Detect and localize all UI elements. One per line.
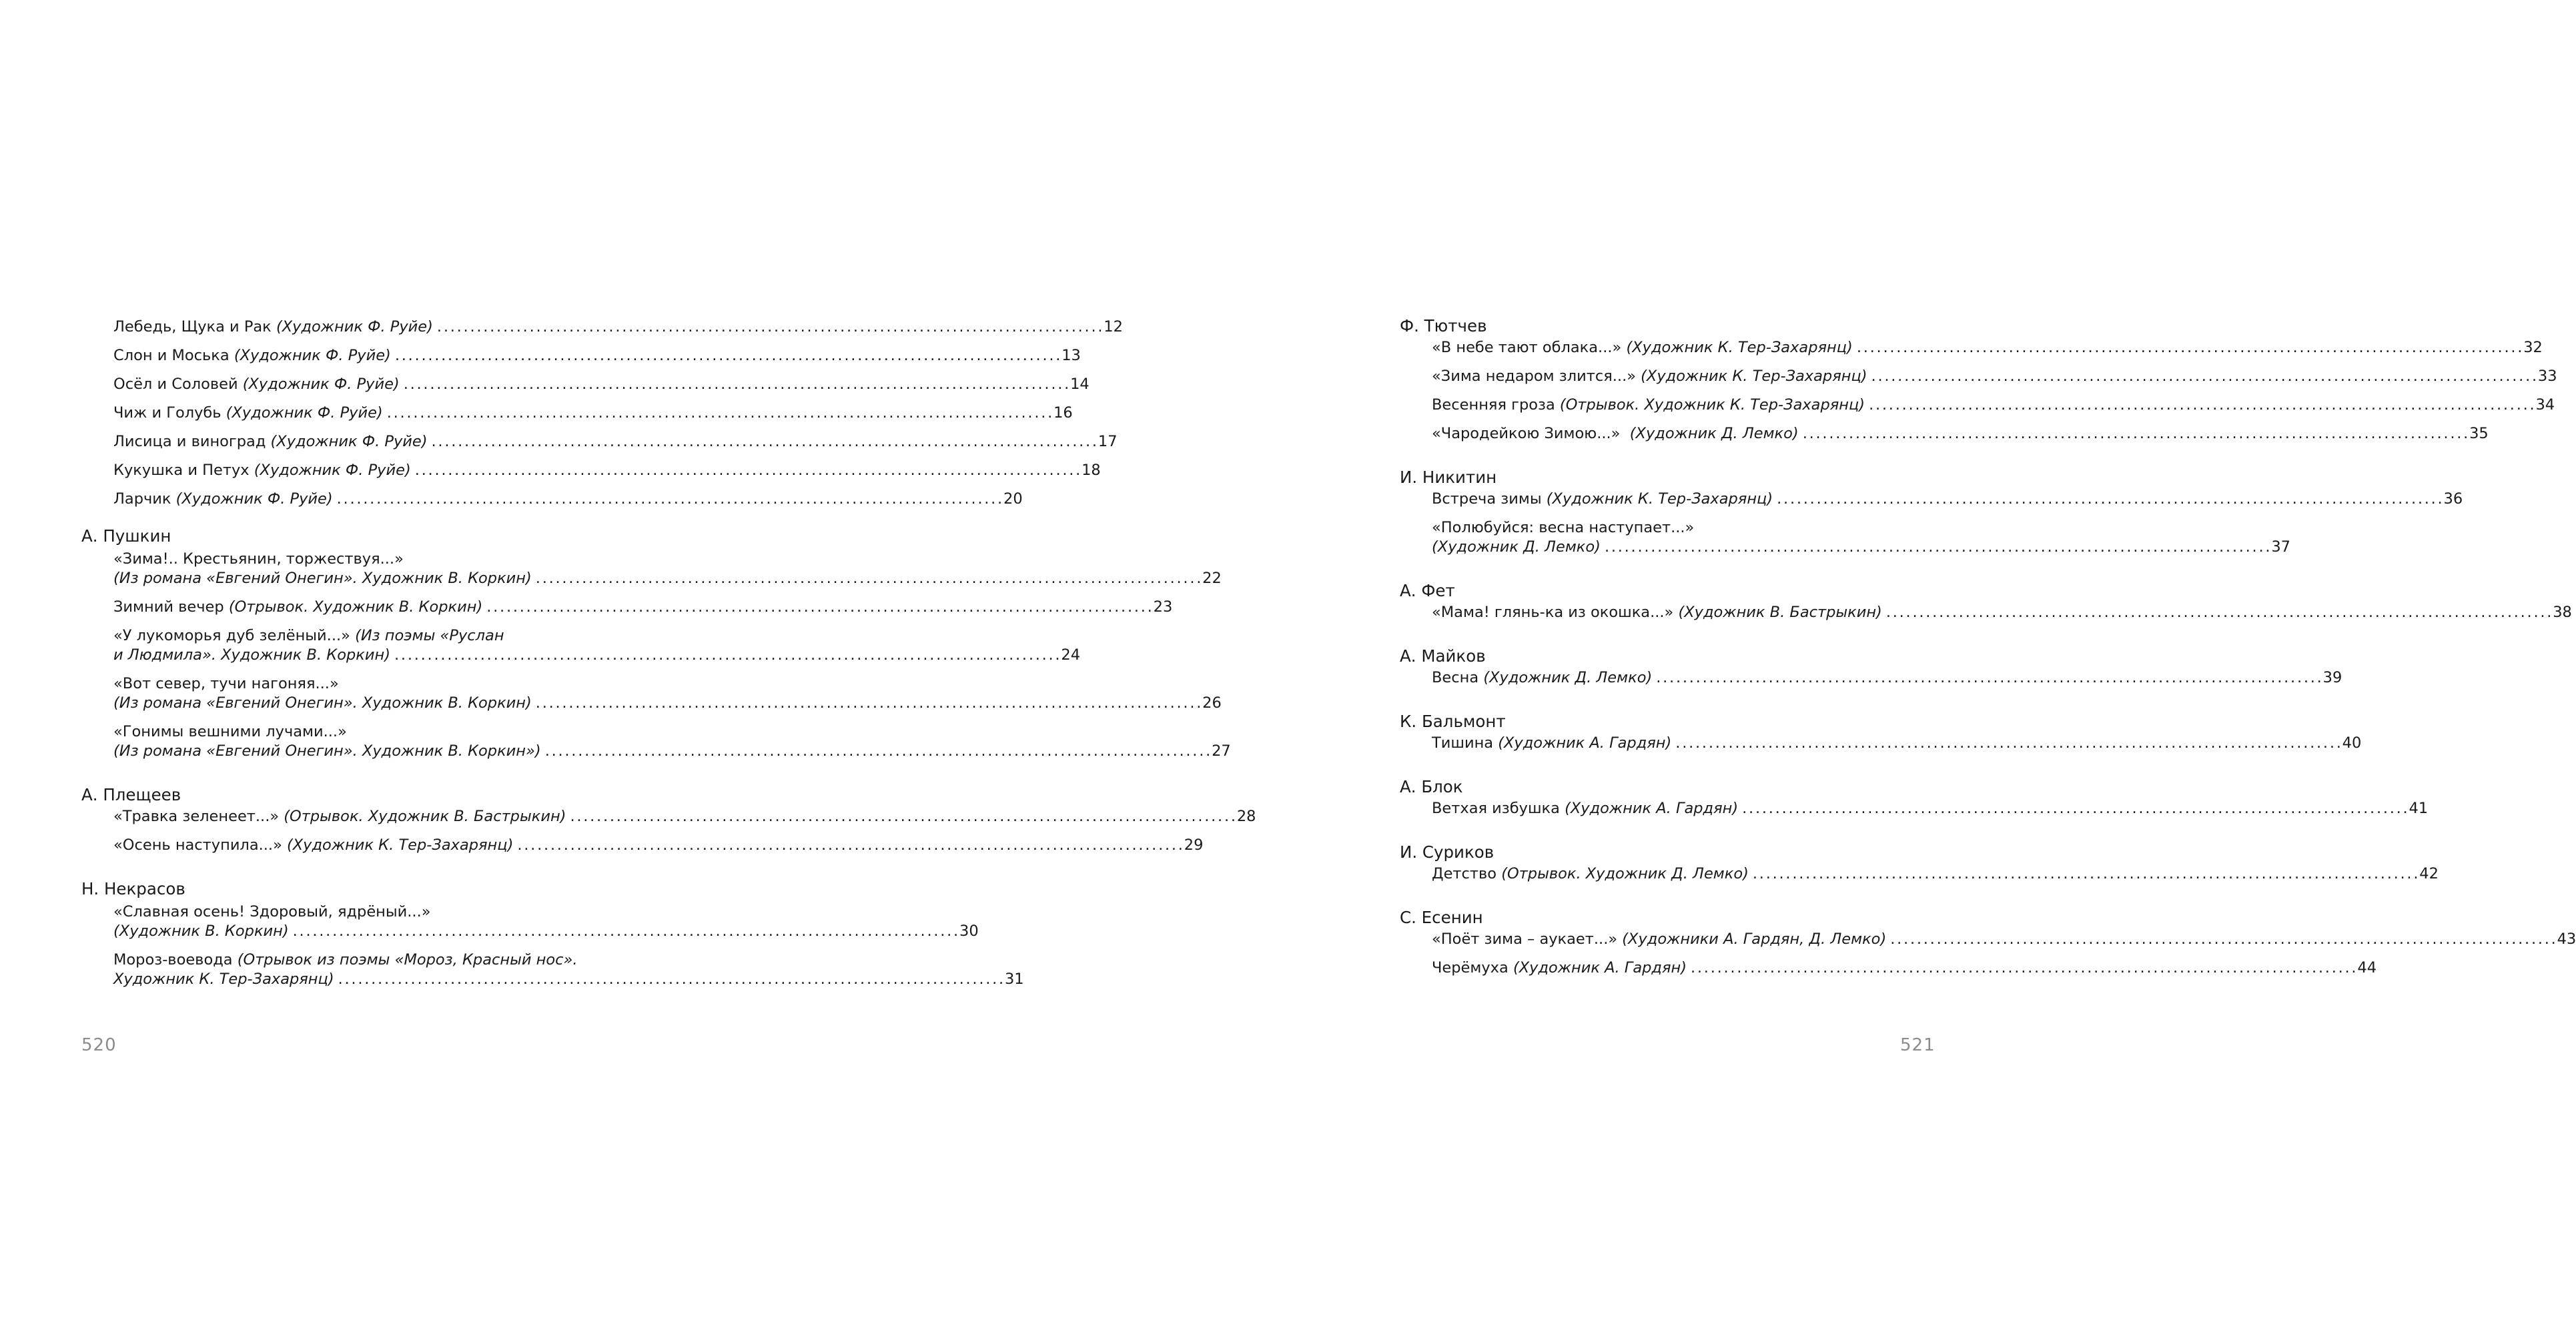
- toc-entry: [81, 836, 1204, 855]
- toc-entry: [81, 432, 1118, 452]
- toc-entry: [81, 807, 1256, 826]
- page-number: 34: [2535, 396, 2555, 414]
- toc-entry-line: «Полюбуйся: весна наступает...»: [1432, 519, 1695, 536]
- entry-title: Ветхая избушка: [1432, 800, 1565, 817]
- krylov-entries: [81, 317, 1123, 509]
- entry-note: (Художник Ф. Руйе): [226, 404, 383, 422]
- entry-note: (Художник А. Гардян): [1513, 959, 1687, 976]
- author-heading: А. Блок: [1400, 777, 1463, 796]
- page-number: 35: [2469, 425, 2489, 442]
- page-number: 32: [2523, 339, 2543, 356]
- page-number: 23: [1153, 598, 1173, 616]
- entry-note: (Художник А. Гардян): [1498, 734, 1672, 752]
- author-heading: И. Суриков: [1400, 842, 1494, 862]
- page-number: 20: [1003, 490, 1023, 508]
- page-number: 39: [2322, 669, 2342, 686]
- page-number-folio: 521: [1900, 1035, 1936, 1055]
- page-number: 14: [1070, 376, 1090, 393]
- entry-title: «Зима недаром злится...»: [1432, 368, 1641, 385]
- entry-note: (Из романа «Евгений Онегин». Художник В. Коркин»): [113, 742, 541, 760]
- entry-note: (Отрывок. Художник Д. Лемко): [1501, 865, 1749, 882]
- page-number: 28: [1236, 808, 1256, 825]
- entry-title: Детство: [1432, 865, 1502, 882]
- toc-entry: [1400, 424, 2489, 444]
- page-number: 24: [1061, 646, 1081, 664]
- dot-leader: [1869, 396, 2533, 415]
- author-heading: С. Есенин: [1400, 908, 1483, 927]
- toc-entry: [1400, 799, 2429, 818]
- author-heading: Н. Некрасов: [81, 879, 185, 898]
- page-number-folio: 520: [81, 1035, 117, 1055]
- entry-note: (Художник К. Тер-Захарянц): [1626, 339, 1853, 356]
- toc-entry: [81, 490, 1023, 509]
- entry-title: Лисица и виноград: [113, 433, 271, 450]
- page-number: 17: [1098, 433, 1118, 450]
- toc-entry: [81, 742, 1231, 761]
- entry-title: Тишина: [1432, 734, 1498, 752]
- toc-entry: [81, 970, 1024, 989]
- entry-note: и Людмила». Художник В. Коркин): [113, 646, 391, 664]
- dot-leader: [1675, 734, 2339, 753]
- author-heading: К. Бальмонт: [1400, 712, 1506, 731]
- entry-note: Художник К. Тер-Захарянц): [113, 970, 334, 988]
- left-page: [0, 0, 1256, 1334]
- dot-leader: [1871, 367, 2535, 386]
- page-number: 26: [1202, 694, 1222, 712]
- toc-entry: [81, 646, 1081, 665]
- entry-title: Лебедь, Щука и Рак: [113, 318, 276, 336]
- entry-title: «Поёт зима – аукает...»: [1432, 930, 1623, 948]
- page-number: 12: [1104, 318, 1123, 336]
- dot-leader: [1656, 668, 2320, 688]
- author-heading: А. Плещеев: [81, 785, 181, 804]
- author-heading: А. Фет: [1400, 581, 1455, 600]
- toc-entry: [81, 922, 979, 941]
- toc-entry: [1400, 864, 2439, 884]
- toc-entry: [1400, 396, 2555, 415]
- author-heading: Ф. Тютчев: [1400, 316, 1487, 336]
- dot-leader: [1857, 338, 2521, 358]
- entry-note: (Художник В. Коркин): [113, 922, 289, 940]
- toc-entry: [1400, 668, 2342, 688]
- page-number: 43: [2557, 930, 2576, 948]
- page-number: 30: [959, 922, 979, 940]
- toc-entry: [1400, 958, 2377, 978]
- entry-note: (Из романа «Евгений Онегин». Художник В. Коркин): [113, 694, 532, 712]
- entry-title: Слон и Моська: [113, 347, 234, 364]
- toc-entry-line: «Вот север, тучи нагоняя...»: [113, 675, 339, 692]
- page-number: 16: [1053, 404, 1073, 422]
- entry-title: «Осень наступила...»: [113, 836, 287, 854]
- dot-leader: [1803, 424, 2467, 444]
- toc-entry: [1400, 338, 2543, 358]
- dot-leader: [1886, 603, 2550, 622]
- page-number: 22: [1202, 570, 1222, 587]
- page-number: 41: [2409, 800, 2429, 817]
- entry-title: Ларчик: [113, 490, 176, 508]
- author-heading: И. Никитин: [1400, 468, 1497, 487]
- page-number: 18: [1082, 462, 1101, 479]
- page-number: 33: [2537, 368, 2557, 385]
- entry-note: (Художник Ф. Руйе): [254, 462, 411, 479]
- toc-left-column: [81, 317, 1256, 989]
- entry-title: Зимний вечер: [113, 598, 229, 616]
- entry-note: (Художники А. Гардян, Д. Лемко): [1622, 930, 1887, 948]
- dot-leader: [1605, 538, 2268, 557]
- toc-entry: [81, 569, 1222, 588]
- toc-entry-line: «Гонимы вешними лучами...»: [113, 723, 347, 740]
- right-sections-a: [1400, 316, 2557, 509]
- toc-entry-line: «У лукоморья дуб зелёный...» (Из поэмы «Руслан: [113, 627, 504, 644]
- page-number: 13: [1061, 347, 1081, 364]
- page-number: 31: [1004, 970, 1024, 988]
- toc-entry: [81, 404, 1073, 423]
- toc-entry: [1400, 367, 2557, 386]
- entry-note: (Художник Ф. Руйе): [242, 376, 400, 393]
- entry-note: (Художник К. Тер-Захарянц): [286, 836, 514, 854]
- right-sections-b: [1400, 557, 2576, 978]
- entry-note: (Художник Ф. Руйе): [276, 318, 433, 336]
- entry-note: (Художник Ф. Руйе): [175, 490, 333, 508]
- toc-entry-line: «Славная осень! Здоровый, ядрёный...»: [113, 903, 431, 920]
- toc-entry: [1400, 538, 2290, 557]
- entry-note: (Отрывок. Художник В. Бастрыкин): [284, 808, 566, 825]
- entry-title: «Травка зеленеет...»: [113, 808, 284, 825]
- toc-entry: [81, 598, 1173, 617]
- toc-entry: [81, 317, 1123, 337]
- entry-title: Кукушка и Петух: [113, 462, 254, 479]
- entry-note: (Художник В. Бастрыкин): [1678, 604, 1882, 621]
- entry-title: «Мама! глянь-ка из окошка...»: [1432, 604, 1679, 621]
- toc-entry: [1400, 734, 2362, 753]
- dot-leader: [1691, 958, 2354, 978]
- page-number: 27: [1212, 742, 1231, 760]
- entry-title: «В небе тают облака...»: [1432, 339, 1627, 356]
- toc-entry: [1400, 930, 2576, 949]
- toc-entry: [81, 694, 1222, 713]
- page-number: 44: [2357, 959, 2377, 976]
- entry-note: (Художник А. Гардян): [1565, 800, 1739, 817]
- right-page: [667, 0, 2576, 1334]
- entry-title: Осёл и Соловей: [113, 376, 243, 393]
- entry-title: Чиж и Голубь: [113, 404, 226, 422]
- entry-title: «Чародейкою Зимою...»: [1432, 425, 1630, 442]
- entry-note: (Из романа «Евгений Онегин». Художник В. Коркин): [113, 570, 532, 587]
- entry-note: (Художник Д. Лемко): [1629, 425, 1799, 442]
- toc-entry: [1400, 603, 2572, 622]
- entry-note: (Художник К. Тер-Захарянц): [1546, 490, 1773, 508]
- entry-note: (Художник Ф. Руйе): [234, 347, 391, 364]
- toc-entry: [81, 461, 1101, 480]
- toc-right-column: [1400, 316, 2576, 978]
- page-number: 37: [2271, 538, 2290, 556]
- dot-leader: [1753, 864, 2417, 884]
- dot-leader: [1742, 799, 2406, 818]
- page-number: 42: [2419, 865, 2439, 882]
- entry-note: (Художник Д. Лемко): [1432, 538, 1601, 556]
- entry-note: (Художник Ф. Руйе): [270, 433, 428, 450]
- entry-title: Весна: [1432, 669, 1484, 686]
- toc-entry-line: Мороз-воевода (Отрывок из поэмы «Мороз, Красный нос».: [113, 951, 578, 968]
- author-heading: А. Пушкин: [81, 526, 171, 546]
- author-heading: А. Майков: [1400, 646, 1486, 666]
- entry-title: Весенняя гроза: [1432, 396, 1560, 414]
- page-number: 29: [1184, 836, 1204, 854]
- dot-leader: [1890, 930, 2554, 949]
- page-number: 40: [2342, 734, 2362, 752]
- toc-entry-line: «Зима!.. Крестьянин, торжествуя...»: [113, 550, 404, 568]
- toc-entry: [81, 346, 1081, 366]
- entry-note: (Художник К. Тер-Захарянц): [1641, 368, 1867, 385]
- page-number: 38: [2553, 604, 2572, 621]
- entry-note: (Отрывок. Художник К. Тер-Захарянц): [1559, 396, 1865, 414]
- toc-entry: [1400, 490, 2463, 509]
- page-number: 36: [2443, 490, 2463, 508]
- entry-title: Черёмуха: [1432, 959, 1513, 976]
- toc-entry: [81, 375, 1090, 394]
- entry-note: (Художник Д. Лемко): [1483, 669, 1653, 686]
- dot-leader: [1777, 490, 2441, 509]
- entry-note: (Отрывок. Художник В. Коркин): [228, 598, 483, 616]
- entry-title: Встреча зимы: [1432, 490, 1547, 508]
